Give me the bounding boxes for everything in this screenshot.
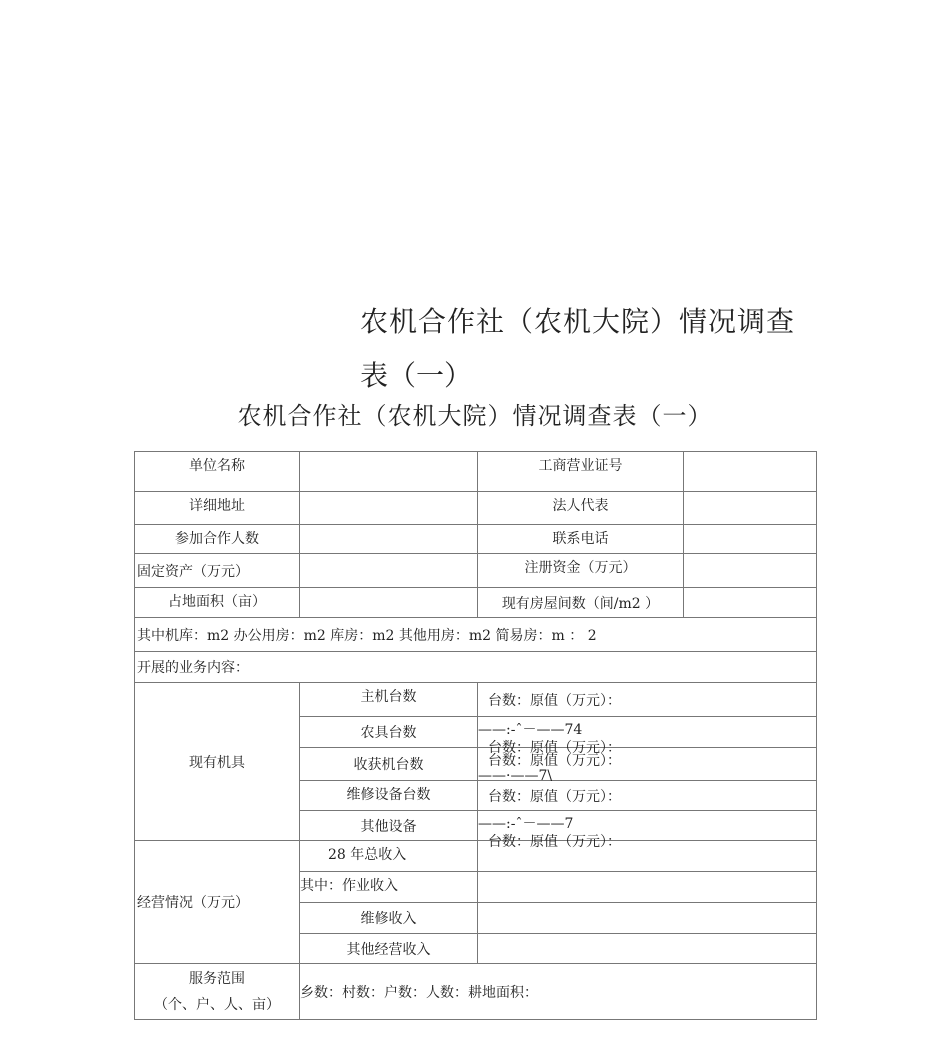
field-registered-capital[interactable] [684, 554, 817, 588]
value-main[interactable]: 台数：原值（万元）： [478, 683, 817, 717]
label-business-content[interactable]: 开展的业务内容： [135, 652, 817, 683]
field-rooms[interactable] [684, 588, 817, 618]
label-tool-count: 农具台数 [300, 717, 478, 748]
value-other[interactable] [478, 811, 817, 850]
value-tool-a: ——:-ˆ－——74 [478, 722, 583, 738]
row-land-area [135, 588, 817, 618]
row-members [135, 525, 817, 554]
label-harvester-count: 收获机台数 [300, 748, 478, 781]
value-repair[interactable]: 台数：原值（万元）： [478, 781, 817, 811]
field-address[interactable] [300, 492, 478, 525]
field-phone[interactable] [684, 525, 817, 554]
row-machinery-main [135, 683, 817, 717]
page-title-line1: 农机合作社（农机大院）情况调查 [360, 305, 796, 338]
field-land-area[interactable] [300, 588, 478, 618]
label-unit-name: 单位名称 [135, 452, 300, 492]
label-machinery: 现有机具 [135, 683, 300, 841]
label-operations: 经营情况（万元） [135, 841, 300, 964]
label-registered-capital: 注册资金（万元） [478, 554, 684, 588]
label-other-income: 其他经营收入 [300, 934, 478, 964]
label-address: 详细地址 [135, 492, 300, 525]
row-building-breakdown [135, 618, 817, 652]
label-main-count: 主机台数 [300, 683, 478, 717]
label-repair-count: 维修设备台数 [300, 781, 478, 811]
label-service-scope-a: 服务范围 [189, 970, 245, 987]
label-repair-income: 维修收入 [300, 903, 478, 934]
label-business-license: 工商营业证号 [478, 452, 684, 492]
field-members[interactable] [300, 525, 478, 554]
value-tool-b: 台数：原值（万元）： [488, 740, 621, 756]
label-service-scope-b: （个、户、人、亩） [154, 996, 280, 1013]
row-fixed-assets [135, 554, 817, 588]
label-fixed-assets: 固定资产（万元） [135, 554, 300, 588]
value-harvester-b: ——·——7\ [478, 768, 553, 784]
row-address [135, 492, 817, 525]
field-business-license[interactable] [684, 452, 817, 492]
field-legal-rep[interactable] [684, 492, 817, 525]
value-harvester-a: 台数：原值（万元）： [488, 753, 621, 769]
value-other-b: 台数：原值（万元）： [488, 834, 621, 850]
label-service-scope [135, 964, 300, 1020]
row-total-income [135, 841, 817, 872]
survey-form-table [134, 451, 817, 1020]
page-title-line2: 表（一） [360, 359, 473, 392]
value-harvester[interactable] [478, 748, 817, 784]
label-land-area: 占地面积（亩） [135, 588, 300, 618]
value-repair-income[interactable] [478, 903, 817, 934]
label-legal-rep: 法人代表 [478, 492, 684, 525]
row-service-scope [135, 964, 817, 1020]
label-total-income: 28 年总收入 [300, 841, 478, 872]
label-phone: 联系电话 [478, 525, 684, 554]
field-fixed-assets[interactable] [300, 554, 478, 588]
field-unit-name[interactable] [300, 452, 478, 492]
value-other-a: ——:-ˆ－——7 [478, 816, 574, 832]
label-other-count: 其他设备 [300, 811, 478, 841]
value-work-income[interactable] [478, 872, 817, 903]
value-tool[interactable] [478, 717, 817, 756]
value-other-income[interactable] [478, 934, 817, 964]
label-members: 参加合作人数 [135, 525, 300, 554]
label-building-breakdown[interactable]: 其中机库：m2 办公用房：m2 库房：m2 其他用房：m2 简易房：m ： 2 [135, 618, 817, 652]
row-unit-name [135, 452, 817, 492]
row-business-content [135, 652, 817, 683]
label-work-income: 其中：作业收入 [300, 872, 478, 903]
page-subtitle: 农机合作社（农机大院）情况调查表（一） [237, 402, 713, 430]
value-service-scope[interactable]: 乡数：村数：户数：人数：耕地面积： [300, 964, 817, 1020]
label-rooms: 现有房屋间数（间/m2 ） [478, 588, 684, 618]
